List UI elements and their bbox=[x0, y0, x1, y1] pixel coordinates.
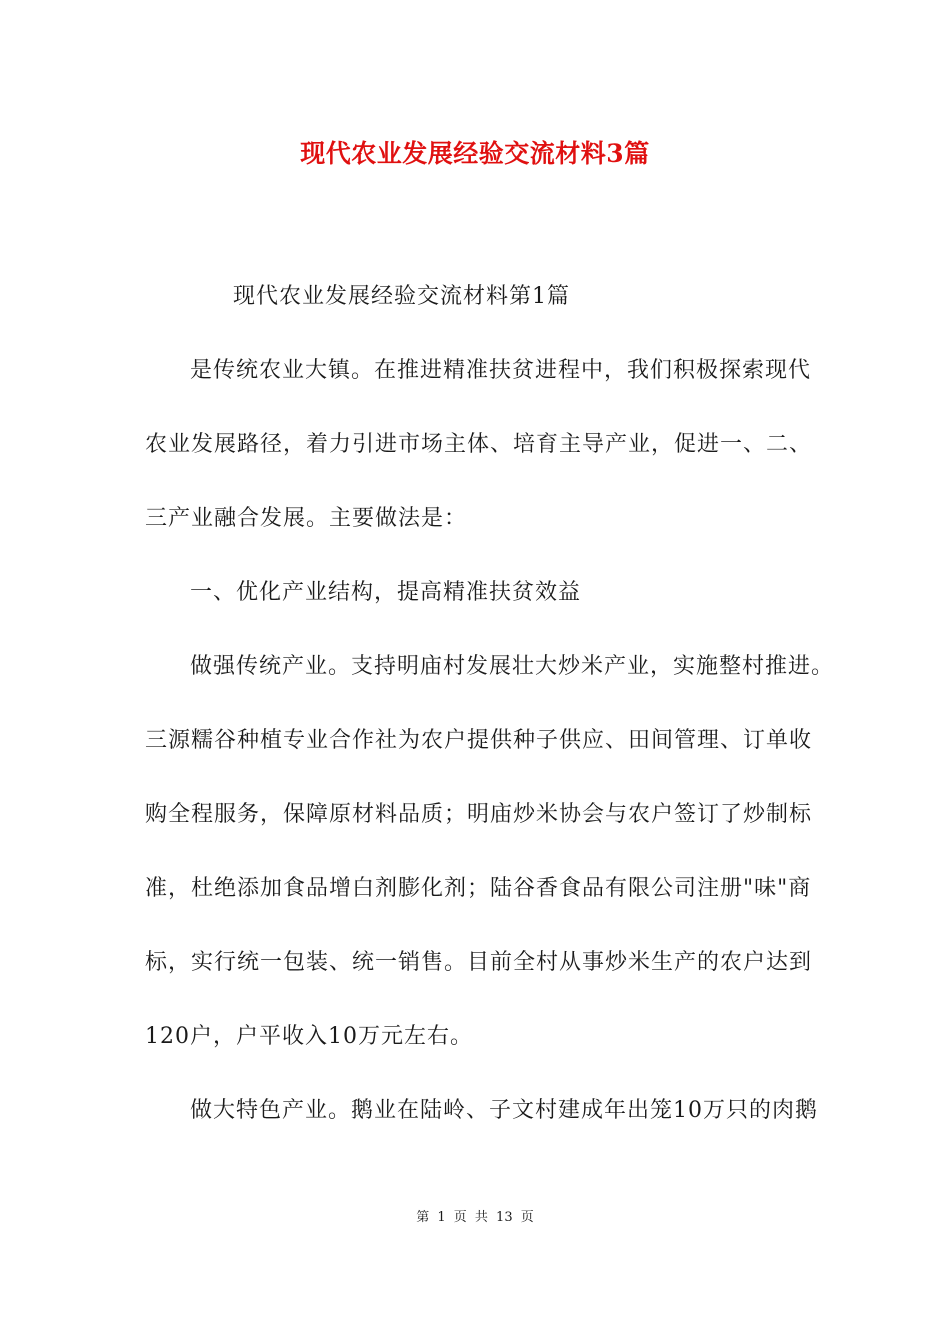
document-title: 现代农业发展经验交流材料3篇 bbox=[300, 139, 650, 168]
section-heading: 一、优化产业结构，提高精准扶贫效益 bbox=[190, 580, 582, 605]
paragraph-line: 准，杜绝添加食品增白剂膨化剂；陆谷香食品有限公司注册"味"商 bbox=[145, 876, 812, 901]
section-subtitle: 现代农业发展经验交流材料第1篇 bbox=[233, 284, 570, 309]
page-footer: 第 1 页 共 13 页 bbox=[416, 1210, 534, 1225]
paragraph-line: 农业发展路径，着力引进市场主体、培育主导产业，促进一、二、 bbox=[145, 432, 813, 457]
paragraph-line: 是传统农业大镇。在推进精准扶贫进程中，我们积极探索现代 bbox=[190, 358, 812, 383]
paragraph-line: 120户，户平收入10万元左右。 bbox=[145, 1024, 473, 1049]
paragraph-line: 三产业融合发展。主要做法是： bbox=[145, 506, 468, 531]
paragraph-line: 购全程服务，保障原材料品质；明庙炒米协会与农户签订了炒制标 bbox=[145, 802, 813, 827]
paragraph-line: 做强传统产业。支持明庙村发展壮大炒米产业，实施整村推进。 bbox=[190, 654, 835, 679]
paragraph-line: 三源糯谷种植专业合作社为农户提供种子供应、田间管理、订单收 bbox=[145, 728, 813, 753]
paragraph-line: 做大特色产业。鹅业在陆岭、子文村建成年出笼10万只的肉鹅 bbox=[190, 1098, 818, 1123]
paragraph-line: 标，实行统一包装、统一销售。目前全村从事炒米生产的农户达到 bbox=[145, 950, 813, 975]
